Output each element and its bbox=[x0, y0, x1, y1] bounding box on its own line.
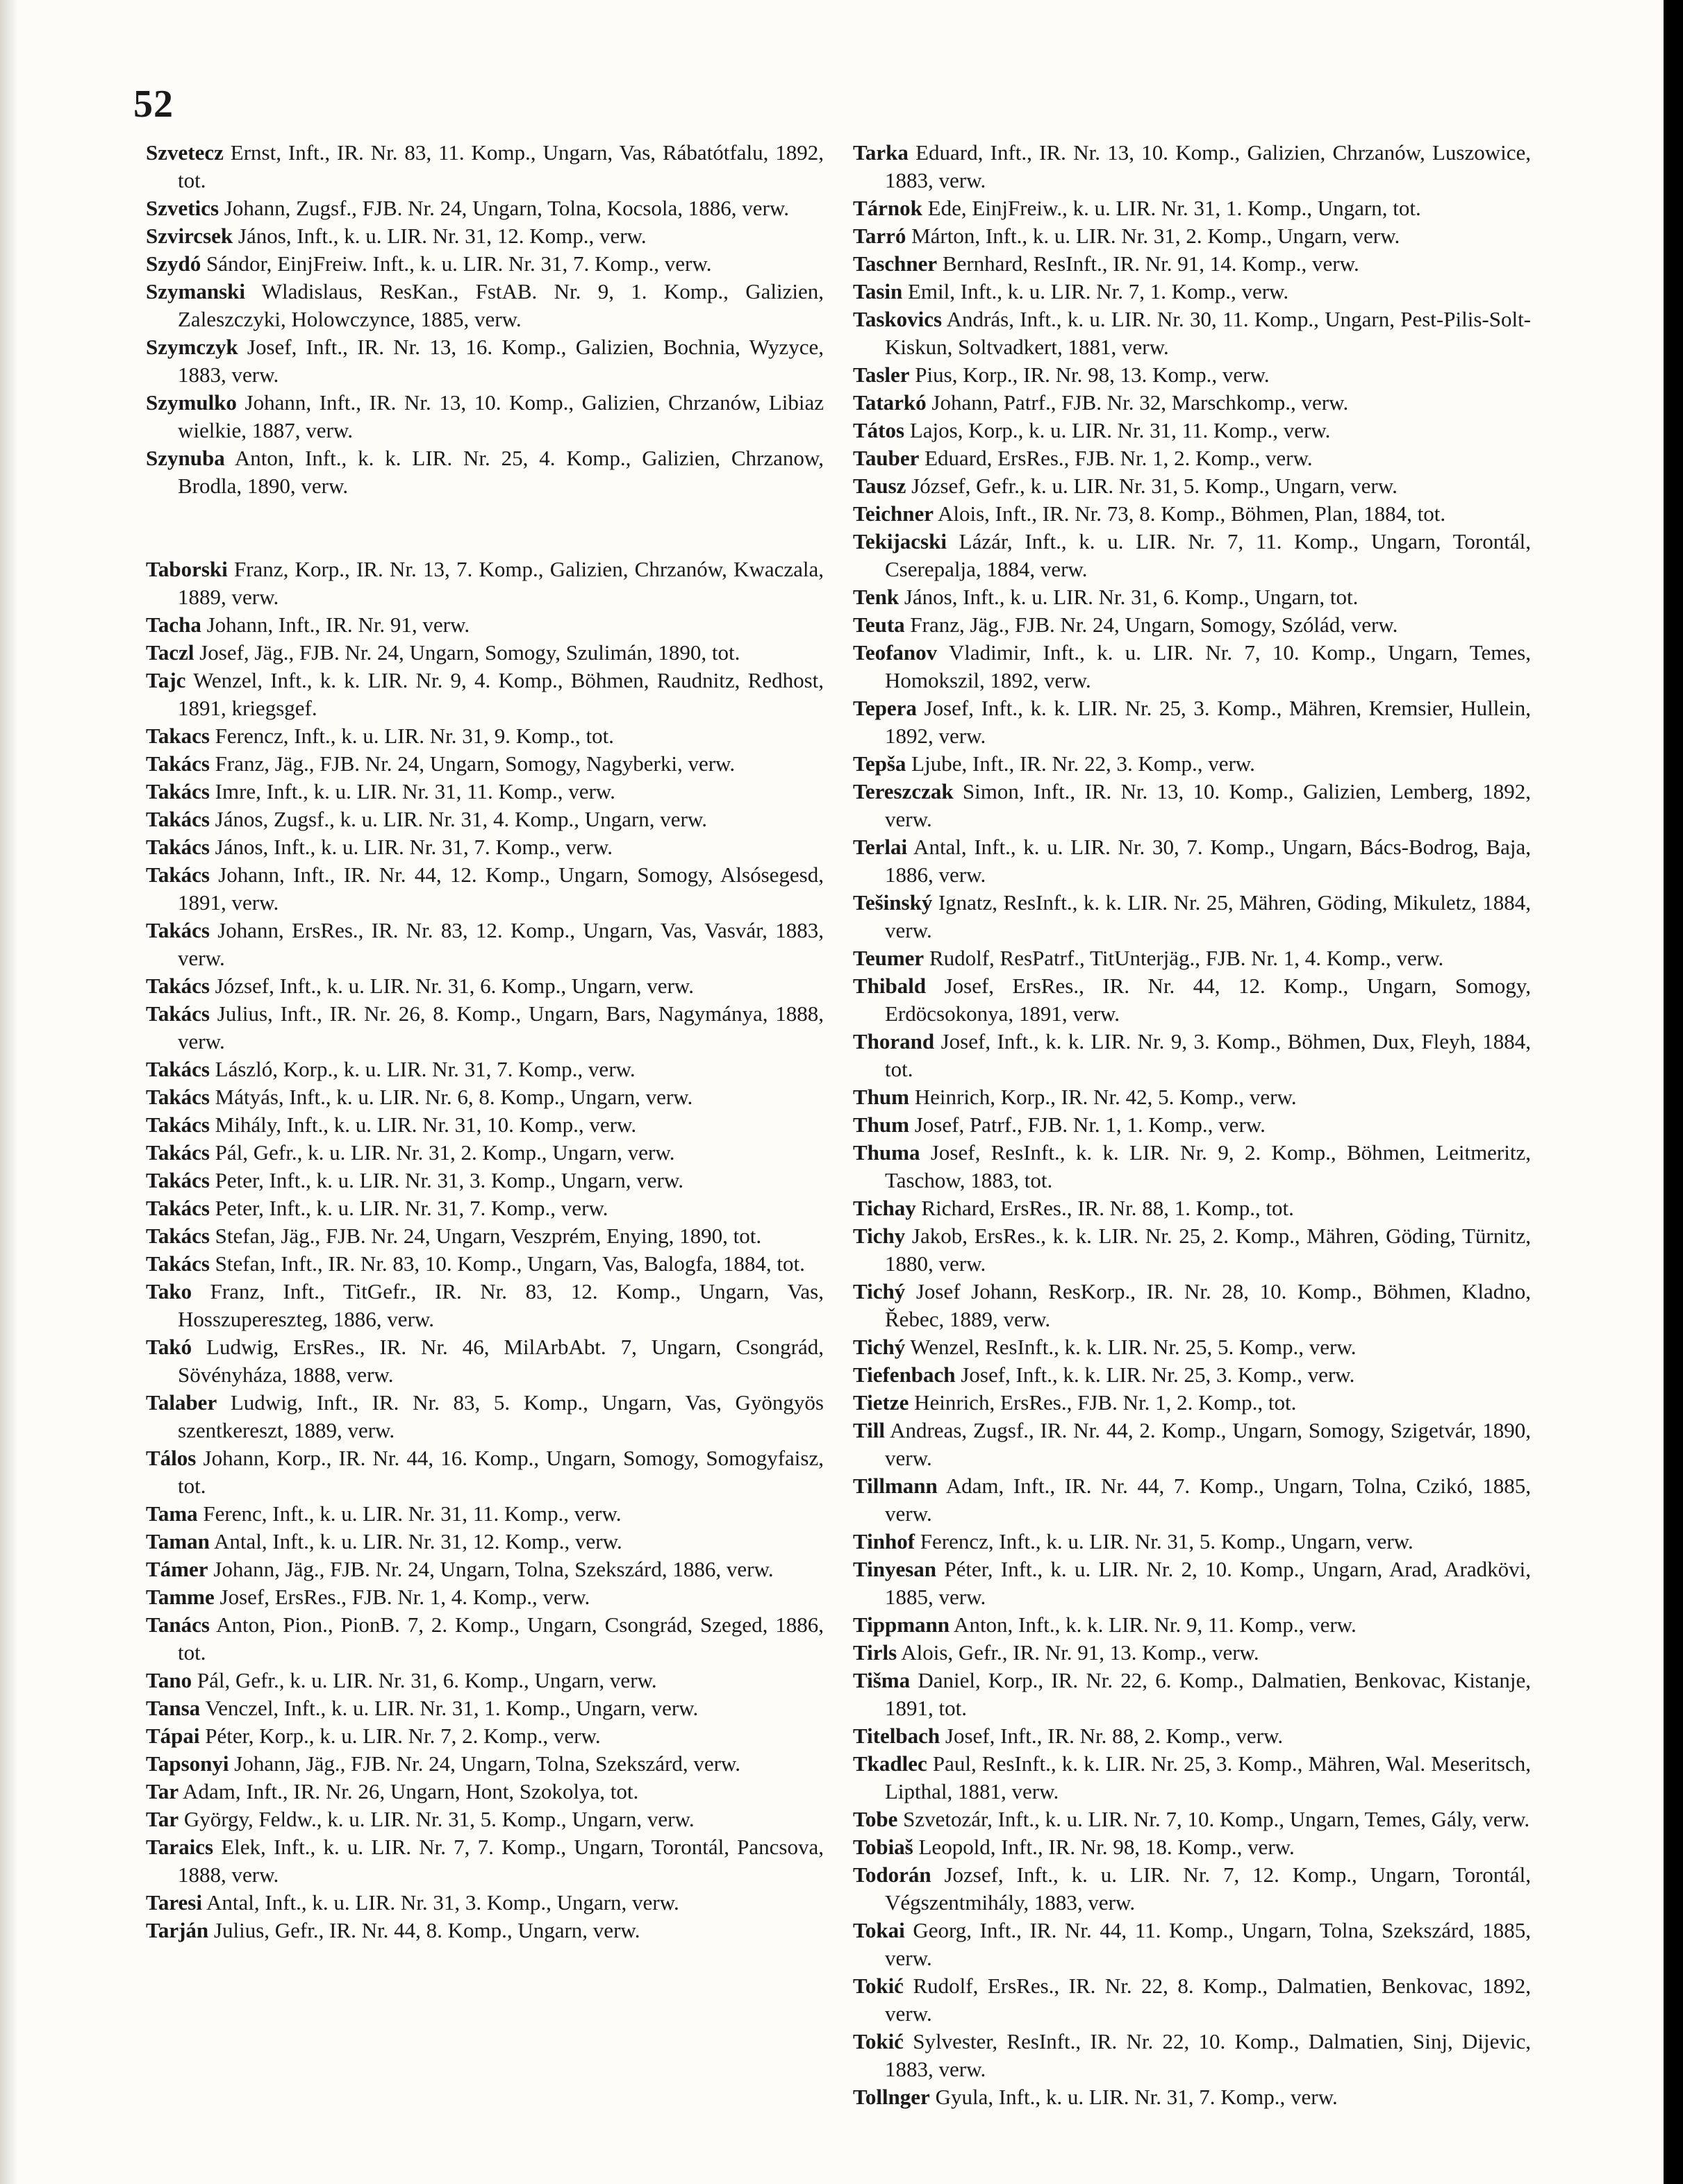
register-entry bbox=[853, 1389, 1531, 1417]
entry-surname: Takács bbox=[146, 751, 210, 776]
register-entry bbox=[853, 1194, 1531, 1222]
entry-surname: Terlai bbox=[853, 835, 908, 859]
entry-details: György, Feldw., k. u. LIR. Nr. 31, 5. Komp., Ungarn, verw. bbox=[179, 1807, 695, 1831]
register-entry bbox=[146, 833, 824, 861]
entry-surname: Tako bbox=[146, 1279, 192, 1303]
entry-details: Josef Johann, ResKorp., IR. Nr. 28, 10. Komp., Böhmen, Kladno, Řebec, 1889, verw. bbox=[885, 1279, 1531, 1331]
entry-surname: Tichy bbox=[853, 1224, 906, 1248]
entry-details: József, Inft., k. u. LIR. Nr. 31, 6. Komp., Ungarn, verw. bbox=[209, 974, 694, 998]
register-entry bbox=[853, 250, 1531, 278]
entry-surname: Tichay bbox=[853, 1196, 916, 1220]
register-entry bbox=[853, 583, 1531, 611]
entry-surname: Tano bbox=[146, 1668, 192, 1692]
entry-surname: Tasler bbox=[853, 362, 910, 387]
register-entry bbox=[146, 1722, 824, 1750]
entry-details: Georg, Inft., IR. Nr. 44, 11. Komp., Ungarn, Tolna, Szekszárd, 1885, verw. bbox=[885, 1918, 1531, 1970]
entry-surname: Takács bbox=[146, 779, 210, 803]
register-entry bbox=[146, 389, 824, 444]
entry-surname: Taresi bbox=[146, 1890, 202, 1915]
register-entry bbox=[853, 1861, 1531, 1917]
entry-details: Johann, Patrf., FJB. Nr. 32, Marschkomp., verw. bbox=[926, 390, 1349, 415]
entry-surname: Tápai bbox=[146, 1724, 200, 1748]
page-number: 52 bbox=[133, 83, 174, 126]
register-entry bbox=[853, 2028, 1531, 2083]
register-entry bbox=[146, 1167, 824, 1194]
entry-details: Ljube, Inft., IR. Nr. 22, 3. Komp., verw. bbox=[906, 751, 1255, 776]
entry-surname: Tarró bbox=[853, 224, 906, 248]
register-entry bbox=[146, 639, 824, 667]
entry-details: Péter, Korp., k. u. LIR. Nr. 7, 2. Komp., verw. bbox=[199, 1724, 601, 1748]
entry-surname: Teichner bbox=[853, 501, 934, 526]
entry-details: Stefan, Inft., IR. Nr. 83, 10. Komp., Ungarn, Vas, Balogfa, 1884, tot. bbox=[209, 1251, 805, 1276]
entry-details: Josef, Inft., k. k. LIR. Nr. 25, 3. Komp., Mähren, Kremsier, Hullein, 1892, verw. bbox=[885, 696, 1531, 748]
register-entry bbox=[146, 278, 824, 333]
register-entry bbox=[853, 500, 1531, 528]
entry-surname: Tichý bbox=[853, 1279, 906, 1303]
entry-surname: Thum bbox=[853, 1112, 909, 1137]
register-entry bbox=[146, 972, 824, 1000]
entry-details: János, Inft., k. u. LIR. Nr. 31, 12. Komp., verw. bbox=[233, 224, 647, 248]
register-entry bbox=[853, 1972, 1531, 2028]
register-entry bbox=[146, 1750, 824, 1778]
entry-details: Franz, Jäg., FJB. Nr. 24, Ungarn, Somogy, Szólád, verw. bbox=[904, 612, 1398, 637]
register-entry bbox=[853, 833, 1531, 889]
entry-surname: Szymanski bbox=[146, 279, 245, 303]
register-entry bbox=[853, 1083, 1531, 1111]
register-entry bbox=[853, 1556, 1531, 1611]
entry-details: Pál, Gefr., k. u. LIR. Nr. 31, 2. Komp., Ungarn, verw. bbox=[209, 1140, 675, 1165]
entry-surname: Taborski bbox=[146, 557, 228, 581]
register-entry bbox=[146, 1556, 824, 1583]
entry-details: László, Korp., k. u. LIR. Nr. 31, 7. Komp., verw. bbox=[209, 1057, 636, 1081]
entry-surname: Tirls bbox=[853, 1640, 897, 1665]
entry-surname: Tansa bbox=[146, 1696, 201, 1720]
register-entry bbox=[853, 417, 1531, 444]
entry-surname: Tatarkó bbox=[853, 390, 927, 415]
entry-surname: Tarka bbox=[853, 140, 909, 165]
entry-group-sz bbox=[146, 139, 824, 500]
entry-surname: Tar bbox=[146, 1807, 179, 1831]
register-entry bbox=[853, 944, 1531, 972]
entry-details: Lajos, Korp., k. u. LIR. Nr. 31, 11. Komp., verw. bbox=[904, 418, 1331, 442]
entry-details: Peter, Inft., k. u. LIR. Nr. 31, 7. Komp., verw. bbox=[209, 1196, 608, 1220]
register-entry bbox=[853, 611, 1531, 639]
entry-details: Péter, Inft., k. u. LIR. Nr. 2, 10. Komp., Ungarn, Arad, Aradkövi, 1885, verw. bbox=[885, 1557, 1531, 1609]
entry-surname: Tátos bbox=[853, 418, 905, 442]
entry-surname: Tarján bbox=[146, 1918, 209, 1942]
entry-details: Johann, Inft., IR. Nr. 91, verw. bbox=[201, 612, 470, 637]
entry-surname: Takács bbox=[146, 1112, 210, 1137]
register-entry bbox=[853, 278, 1531, 306]
register-entry bbox=[146, 1778, 824, 1806]
entry-surname: Tama bbox=[146, 1501, 198, 1526]
entry-surname: Szvetics bbox=[146, 196, 219, 220]
entry-surname: Tasin bbox=[853, 279, 903, 303]
entry-surname: Takács bbox=[146, 1057, 210, 1081]
register-entry bbox=[853, 361, 1531, 389]
entry-surname: Tillmann bbox=[853, 1474, 938, 1498]
register-entry bbox=[146, 1194, 824, 1222]
entry-surname: Thibald bbox=[853, 974, 927, 998]
register-entry bbox=[146, 917, 824, 972]
entry-details: Sylvester, ResInft., IR. Nr. 22, 10. Komp., Dalmatien, Sinj, Dijevic, 1883, verw. bbox=[885, 2029, 1531, 2081]
entry-surname: Tárnok bbox=[853, 196, 922, 220]
entry-surname: Tokić bbox=[853, 1974, 904, 1998]
entry-surname: Támer bbox=[146, 1557, 208, 1581]
entry-details: Julius, Gefr., IR. Nr. 44, 8. Komp., Ungarn, verw. bbox=[208, 1918, 640, 1942]
entry-details: Franz, Jäg., FJB. Nr. 24, Ungarn, Somogy, Nagyberki, verw. bbox=[209, 751, 736, 776]
entry-surname: Tokai bbox=[853, 1918, 905, 1942]
register-entry bbox=[853, 528, 1531, 583]
entry-details: Lázár, Inft., k. u. LIR. Nr. 7, 11. Komp., Ungarn, Torontál, Cserepalja, 1884, verw. bbox=[885, 529, 1531, 581]
entry-details: Ignatz, ResInft., k. k. LIR. Nr. 25, Mähren, Göding, Mikuletz, 1884, verw. bbox=[885, 890, 1531, 942]
register-entry bbox=[146, 1333, 824, 1389]
register-entry bbox=[853, 972, 1531, 1028]
entry-details: Anton, Pion., PionB. 7, 2. Komp., Ungarn, Csongrád, Szeged, 1886, tot. bbox=[178, 1612, 824, 1665]
entry-surname: Titelbach bbox=[853, 1724, 940, 1748]
register-entry bbox=[853, 750, 1531, 778]
entry-surname: Takács bbox=[146, 862, 210, 887]
entry-details: Johann, Korp., IR. Nr. 44, 16. Komp., Ungarn, Somogy, Somogyfaisz, tot. bbox=[178, 1446, 824, 1498]
entry-details: Bernhard, ResInft., IR. Nr. 91, 14. Komp., verw. bbox=[937, 251, 1359, 276]
entry-surname: Tekijacski bbox=[853, 529, 947, 553]
entry-surname: Till bbox=[853, 1418, 885, 1442]
entry-surname: Thum bbox=[853, 1085, 909, 1109]
entry-details: Josef, Inft., IR. Nr. 13, 16. Komp., Galizien, Bochnia, Wyzyce, 1883, verw. bbox=[178, 335, 824, 387]
register-entry bbox=[853, 194, 1531, 222]
register-entry bbox=[853, 1417, 1531, 1472]
entry-details: Rudolf, ErsRes., IR. Nr. 22, 8. Komp., Dalmatien, Benkovac, 1892, verw. bbox=[885, 1974, 1531, 2026]
register-entry bbox=[146, 1833, 824, 1889]
register-entry bbox=[853, 639, 1531, 694]
register-entry bbox=[853, 1917, 1531, 1972]
entry-surname: Takács bbox=[146, 1140, 210, 1165]
scan-shadow-left bbox=[0, 0, 18, 2184]
entry-details: Anton, Inft., k. k. LIR. Nr. 25, 4. Komp., Galizien, Chrzanow, Brodla, 1890, verw. bbox=[178, 446, 824, 498]
register-entry bbox=[853, 1528, 1531, 1556]
entry-details: Heinrich, ErsRes., FJB. Nr. 1, 2. Komp., tot. bbox=[909, 1390, 1297, 1415]
register-entry bbox=[146, 1222, 824, 1250]
entry-details: Heinrich, Korp., IR. Nr. 42, 5. Komp., verw. bbox=[909, 1085, 1297, 1109]
register-entry bbox=[853, 1806, 1531, 1833]
entry-details: Johann, Jäg., FJB. Nr. 24, Ungarn, Tolna, Szekszárd, verw. bbox=[229, 1751, 741, 1776]
entry-surname: Thorand bbox=[853, 1029, 935, 1053]
entry-details: Franz, Korp., IR. Nr. 13, 7. Komp., Galizien, Chrzanów, Kwaczala, 1889, verw. bbox=[178, 557, 824, 609]
register-entry bbox=[146, 1889, 824, 1917]
register-entry bbox=[146, 667, 824, 722]
entry-details: Josef, ErsRes., IR. Nr. 44, 12. Komp., Ungarn, Somogy, Erdöcsokonya, 1891, verw. bbox=[885, 974, 1531, 1026]
register-entry bbox=[853, 1472, 1531, 1528]
entry-surname: Takács bbox=[146, 1085, 210, 1109]
register-entry bbox=[853, 1722, 1531, 1750]
entry-details: Ernst, Inft., IR. Nr. 83, 11. Komp., Ungarn, Vas, Rábatótfalu, 1892, tot. bbox=[178, 140, 824, 192]
register-entry bbox=[853, 222, 1531, 250]
register-entry bbox=[146, 1083, 824, 1111]
register-entry bbox=[146, 556, 824, 611]
entry-details: Ferencz, Inft., k. u. LIR. Nr. 31, 5. Komp., Ungarn, verw. bbox=[915, 1529, 1413, 1553]
entry-details: Ferencz, Inft., k. u. LIR. Nr. 31, 9. Komp., tot. bbox=[209, 724, 614, 748]
entry-details: Márton, Inft., k. u. LIR. Nr. 31, 2. Komp., Ungarn, verw. bbox=[906, 224, 1400, 248]
entry-surname: Taczl bbox=[146, 640, 194, 665]
entry-details: Alois, Inft., IR. Nr. 73, 8. Komp., Böhmen, Plan, 1884, tot. bbox=[933, 501, 1446, 526]
entry-details: Wenzel, Inft., k. k. LIR. Nr. 9, 4. Komp., Böhmen, Raudnitz, Redhost, 1891, kriegsgef. bbox=[178, 668, 824, 720]
entry-details: Stefan, Jäg., FJB. Nr. 24, Ungarn, Veszprém, Enying, 1890, tot. bbox=[209, 1224, 762, 1248]
entry-details: Venczel, Inft., k. u. LIR. Nr. 31, 1. Komp., Ungarn, verw. bbox=[200, 1696, 699, 1720]
entry-details: Daniel, Korp., IR. Nr. 22, 6. Komp., Dalmatien, Benkovac, Kistanje, 1891, tot. bbox=[885, 1668, 1531, 1720]
entry-surname: Tiefenbach bbox=[853, 1362, 956, 1387]
register-entry bbox=[853, 1639, 1531, 1667]
entry-group-t bbox=[146, 556, 824, 1944]
entry-surname: Thuma bbox=[853, 1140, 920, 1165]
register-entry bbox=[146, 194, 824, 222]
entry-surname: Taskovics bbox=[853, 307, 943, 331]
entry-details: Johann, Inft., IR. Nr. 44, 12. Komp., Ungarn, Somogy, Alsósegesd, 1891, verw. bbox=[178, 862, 824, 915]
register-entry bbox=[853, 306, 1531, 361]
register-entry bbox=[146, 1250, 824, 1278]
register-entry bbox=[146, 444, 824, 500]
entry-details: Josef, Inft., k. k. LIR. Nr. 25, 3. Komp., verw. bbox=[955, 1362, 1355, 1387]
entry-details: Ludwig, Inft., IR. Nr. 83, 5. Komp., Ungarn, Vas, Gyöngyös szentkereszt, 1889, verw. bbox=[178, 1390, 824, 1442]
register-entry bbox=[853, 1139, 1531, 1194]
entry-details: Anton, Inft., k. k. LIR. Nr. 9, 11. Komp., verw. bbox=[950, 1612, 1357, 1637]
register-entry bbox=[146, 861, 824, 917]
entry-details: Emil, Inft., k. u. LIR. Nr. 7, 1. Komp., verw. bbox=[902, 279, 1289, 303]
entry-surname: Tenk bbox=[853, 585, 899, 609]
entry-details: Johann, Jäg., FJB. Nr. 24, Ungarn, Tolna, Szekszárd, 1886, verw. bbox=[208, 1557, 774, 1581]
register-entry bbox=[146, 1611, 824, 1667]
entry-details: Andreas, Zugsf., IR. Nr. 44, 2. Komp., Ungarn, Somogy, Szigetvár, 1890, verw. bbox=[884, 1418, 1531, 1470]
entry-surname: Tepera bbox=[853, 696, 917, 720]
entry-details: Johann, Zugsf., FJB. Nr. 24, Ungarn, Tolna, Kocsola, 1886, verw. bbox=[219, 196, 790, 220]
entry-surname: Todorán bbox=[853, 1862, 931, 1887]
entry-details: Pius, Korp., IR. Nr. 98, 13. Komp., verw. bbox=[909, 362, 1270, 387]
entry-details: Mátyás, Inft., k. u. LIR. Nr. 6, 8. Komp., Ungarn, verw. bbox=[209, 1085, 693, 1109]
entry-details: Szvetozár, Inft., k. u. LIR. Nr. 7, 10. Komp., Ungarn, Temes, Gály, verw. bbox=[897, 1807, 1530, 1831]
entry-details: Simon, Inft., IR. Nr. 13, 10. Komp., Galizien, Lemberg, 1892, verw. bbox=[885, 779, 1531, 831]
entry-surname: Tepša bbox=[853, 751, 906, 776]
entry-details: Adam, Inft., IR. Nr. 44, 7. Komp., Ungarn, Tolna, Czikó, 1885, verw. bbox=[885, 1474, 1531, 1526]
entry-details: Wladislaus, ResKan., FstAB. Nr. 9, 1. Komp., Galizien, Zaleszczyki, Holowczynce, 1885, verw. bbox=[178, 279, 824, 331]
register-entry bbox=[853, 889, 1531, 944]
entry-surname: Takács bbox=[146, 807, 210, 831]
entry-surname: Taman bbox=[146, 1529, 210, 1553]
entry-surname: Taraics bbox=[146, 1835, 214, 1859]
entry-surname: Tokić bbox=[853, 2029, 904, 2053]
entry-surname: Tar bbox=[146, 1779, 179, 1803]
entry-surname: Tkadlec bbox=[853, 1751, 927, 1776]
entry-details: Antal, Inft., k. u. LIR. Nr. 31, 12. Komp., verw. bbox=[209, 1529, 622, 1553]
entry-details: János, Zugsf., k. u. LIR. Nr. 31, 4. Komp., Ungarn, verw. bbox=[209, 807, 707, 831]
entry-details: Julius, Inft., IR. Nr. 26, 8. Komp., Ungarn, Bars, Nagymánya, 1888, verw. bbox=[178, 1001, 824, 1053]
entry-details: Adam, Inft., IR. Nr. 26, Ungarn, Hont, Szokolya, tot. bbox=[179, 1779, 639, 1803]
entry-surname: Tanács bbox=[146, 1612, 210, 1637]
entry-details: Josef, Inft., k. k. LIR. Nr. 9, 3. Komp., Böhmen, Dux, Fleyh, 1884, tot. bbox=[885, 1029, 1531, 1081]
entry-surname: Takács bbox=[146, 1251, 210, 1276]
register-entry bbox=[853, 472, 1531, 500]
entry-details: Jozsef, Inft., k. u. LIR. Nr. 7, 12. Komp., Ungarn, Torontál, Végszentmihály, 1883, verw. bbox=[885, 1862, 1531, 1915]
register-entry bbox=[146, 1139, 824, 1167]
entry-details: Josef, ErsRes., FJB. Nr. 1, 4. Komp., verw. bbox=[214, 1585, 590, 1609]
entry-surname: Tamme bbox=[146, 1585, 215, 1609]
register-entry bbox=[146, 722, 824, 750]
entry-surname: Tereszczak bbox=[853, 779, 954, 803]
entry-details: Peter, Inft., k. u. LIR. Nr. 31, 3. Komp., Ungarn, verw. bbox=[209, 1168, 683, 1192]
register-entry bbox=[146, 1583, 824, 1611]
register-entry bbox=[853, 1750, 1531, 1806]
register-entry bbox=[146, 1444, 824, 1500]
entry-surname: Szymczyk bbox=[146, 335, 238, 359]
register-entry bbox=[853, 1361, 1531, 1389]
entry-details: Franz, Inft., TitGefr., IR. Nr. 83, 12. Komp., Ungarn, Vas, Hosszupereszteg, 1886, verw. bbox=[178, 1279, 824, 1331]
register-entry bbox=[853, 1333, 1531, 1361]
left-column bbox=[146, 139, 824, 1944]
entry-details: Josef, Inft., IR. Nr. 88, 2. Komp., verw. bbox=[940, 1724, 1284, 1748]
entry-details: Pál, Gefr., k. u. LIR. Nr. 31, 6. Komp., Ungarn, verw. bbox=[192, 1668, 657, 1692]
entry-details: Rudolf, ResPatrf., TitUnterjäg., FJB. Nr. 1, 4. Komp., verw. bbox=[924, 946, 1444, 970]
register-entry bbox=[146, 139, 824, 194]
entry-surname: Takács bbox=[146, 918, 210, 942]
entry-surname: Tišma bbox=[853, 1668, 911, 1692]
entry-details: Ludwig, ErsRes., IR. Nr. 46, MilArbAbt. 7, Ungarn, Csongrád, Sövényháza, 1888, verw. bbox=[178, 1335, 824, 1387]
register-entry bbox=[146, 222, 824, 250]
register-entry bbox=[853, 694, 1531, 750]
entry-surname: Takács bbox=[146, 1001, 210, 1026]
register-entry bbox=[146, 778, 824, 806]
entry-details: Alois, Gefr., IR. Nr. 91, 13. Komp., verw. bbox=[897, 1640, 1259, 1665]
entry-surname: Teuta bbox=[853, 612, 905, 637]
entry-details: Vladimir, Inft., k. u. LIR. Nr. 7, 10. Komp., Ungarn, Temes, Homokszil, 1892, verw. bbox=[885, 640, 1531, 692]
register-entry bbox=[853, 389, 1531, 417]
entry-surname: Tapsonyi bbox=[146, 1751, 229, 1776]
entry-details: Ferenc, Inft., k. u. LIR. Nr. 31, 11. Komp., verw. bbox=[197, 1501, 622, 1526]
entry-surname: Tešinský bbox=[853, 890, 933, 915]
entry-surname: Takács bbox=[146, 1196, 210, 1220]
entry-details: József, Gefr., k. u. LIR. Nr. 31, 5. Komp., Ungarn, verw. bbox=[906, 474, 1398, 498]
entry-details: Josef, Jäg., FJB. Nr. 24, Ungarn, Somogy, Szulimán, 1890, tot. bbox=[194, 640, 740, 665]
register-entry bbox=[146, 1000, 824, 1056]
register-entry bbox=[853, 139, 1531, 194]
entry-details: Johann, ErsRes., IR. Nr. 83, 12. Komp., Ungarn, Vas, Vasvár, 1883, verw. bbox=[178, 918, 824, 970]
entry-surname: Szymulko bbox=[146, 390, 237, 415]
register-entry bbox=[853, 1278, 1531, 1333]
register-entry bbox=[146, 806, 824, 833]
entry-details: Paul, ResInft., k. k. LIR. Nr. 25, 3. Komp., Mähren, Wal. Meseritsch, Lipthal, 1881, verw. bbox=[885, 1751, 1531, 1803]
entry-details: Leopold, Inft., IR. Nr. 98, 18. Komp., verw. bbox=[913, 1835, 1295, 1859]
entry-surname: Takács bbox=[146, 974, 210, 998]
entry-surname: Tietze bbox=[853, 1390, 909, 1415]
register-entry bbox=[853, 2083, 1531, 2111]
right-column bbox=[853, 139, 1531, 2111]
entry-surname: Tinyesan bbox=[853, 1557, 937, 1581]
entry-surname: Tobiaš bbox=[853, 1835, 913, 1859]
entry-surname: Szvircsek bbox=[146, 224, 233, 248]
entry-surname: Takó bbox=[146, 1335, 192, 1359]
entry-surname: Teofanov bbox=[853, 640, 938, 665]
register-entry bbox=[146, 1111, 824, 1139]
entry-surname: Tinhof bbox=[853, 1529, 915, 1553]
entry-details: János, Inft., k. u. LIR. Nr. 31, 6. Komp., Ungarn, tot. bbox=[899, 585, 1359, 609]
register-entry bbox=[853, 1833, 1531, 1861]
entry-surname: Tobe bbox=[853, 1807, 898, 1831]
entry-group-right bbox=[853, 139, 1531, 2111]
entry-details: Antal, Inft., k. u. LIR. Nr. 30, 7. Komp., Ungarn, Bács-Bodrog, Baja, 1886, verw. bbox=[885, 835, 1531, 887]
register-entry bbox=[146, 1389, 824, 1444]
scan-border-right bbox=[1664, 0, 1683, 2184]
register-entry bbox=[146, 1917, 824, 1944]
entry-details: Eduard, Inft., IR. Nr. 13, 10. Komp., Galizien, Chrzanów, Luszowice, 1883, verw. bbox=[885, 140, 1531, 192]
register-entry bbox=[853, 444, 1531, 472]
entry-surname: Tauber bbox=[853, 446, 920, 470]
entry-details: Antal, Inft., k. u. LIR. Nr. 31, 3. Komp., Ungarn, verw. bbox=[201, 1890, 679, 1915]
entry-details: Imre, Inft., k. u. LIR. Nr. 31, 11. Komp., verw. bbox=[209, 779, 615, 803]
entry-details: Gyula, Inft., k. u. LIR. Nr. 31, 7. Komp., verw. bbox=[929, 2085, 1338, 2109]
entry-details: Johann, Inft., IR. Nr. 13, 10. Komp., Galizien, Chrzanów, Libiaz wielkie, 1887, verw. bbox=[178, 390, 824, 442]
register-entry bbox=[853, 1222, 1531, 1278]
entry-details: Josef, Patrf., FJB. Nr. 1, 1. Komp., verw. bbox=[909, 1112, 1266, 1137]
entry-details: Josef, ResInft., k. k. LIR. Nr. 9, 2. Komp., Böhmen, Leitmeritz, Taschow, 1883, tot. bbox=[885, 1140, 1531, 1192]
register-entry bbox=[146, 750, 824, 778]
register-entry bbox=[146, 1056, 824, 1083]
register-entry bbox=[146, 333, 824, 389]
entry-surname: Takacs bbox=[146, 724, 210, 748]
entry-surname: Taschner bbox=[853, 251, 938, 276]
entry-details: Mihály, Inft., k. u. LIR. Nr. 31, 10. Komp., verw. bbox=[209, 1112, 637, 1137]
entry-surname: Takács bbox=[146, 1224, 210, 1248]
register-entry bbox=[853, 1028, 1531, 1083]
register-entry bbox=[853, 1111, 1531, 1139]
entry-surname: Szvetecz bbox=[146, 140, 224, 165]
entry-details: János, Inft., k. u. LIR. Nr. 31, 7. Komp., verw. bbox=[209, 835, 613, 859]
entry-details: Ede, EinjFreiw., k. u. LIR. Nr. 31, 1. Komp., Ungarn, tot. bbox=[922, 196, 1421, 220]
register-entry bbox=[146, 1528, 824, 1556]
entry-surname: Teumer bbox=[853, 946, 925, 970]
entry-surname: Tollnger bbox=[853, 2085, 930, 2109]
register-entry bbox=[853, 1667, 1531, 1722]
register-entry bbox=[146, 1694, 824, 1722]
entry-surname: Takács bbox=[146, 835, 210, 859]
entry-details: Eduard, ErsRes., FJB. Nr. 1, 2. Komp., verw. bbox=[919, 446, 1313, 470]
entry-details: András, Inft., k. u. LIR. Nr. 30, 11. Komp., Ungarn, Pest-Pilis-Solt-Kiskun, Soltvadkert, 1881, verw. bbox=[885, 307, 1531, 359]
entry-details: Elek, Inft., k. u. LIR. Nr. 7, 7. Komp., Ungarn, Torontál, Pancsova, 1888, verw. bbox=[178, 1835, 824, 1887]
register-entry bbox=[146, 1806, 824, 1833]
entry-surname: Takács bbox=[146, 1168, 210, 1192]
entry-details: Richard, ErsRes., IR. Nr. 88, 1. Komp., tot. bbox=[915, 1196, 1294, 1220]
entry-surname: Tacha bbox=[146, 612, 201, 637]
entry-details: Jakob, ErsRes., k. k. LIR. Nr. 25, 2. Komp., Mähren, Göding, Türnitz, 1880, verw. bbox=[885, 1224, 1531, 1276]
register-entry bbox=[853, 778, 1531, 833]
entry-surname: Tichý bbox=[853, 1335, 906, 1359]
entry-surname: Tálos bbox=[146, 1446, 197, 1470]
register-entry bbox=[146, 250, 824, 278]
register-entry bbox=[146, 1278, 824, 1333]
entry-surname: Talaber bbox=[146, 1390, 217, 1415]
entry-surname: Szynuba bbox=[146, 446, 225, 470]
entry-details: Sándor, EinjFreiw. Inft., k. u. LIR. Nr. 31, 7. Komp., verw. bbox=[201, 251, 712, 276]
entry-details: Wenzel, ResInft., k. k. LIR. Nr. 25, 5. Komp., verw. bbox=[905, 1335, 1357, 1359]
register-entry bbox=[146, 611, 824, 639]
entry-surname: Szydó bbox=[146, 251, 201, 276]
entry-surname: Tausz bbox=[853, 474, 906, 498]
register-entry bbox=[853, 1611, 1531, 1639]
section-gap bbox=[146, 500, 824, 556]
entry-surname: Tippmann bbox=[853, 1612, 950, 1637]
register-entry bbox=[146, 1667, 824, 1694]
entry-surname: Tajc bbox=[146, 668, 186, 692]
register-entry bbox=[146, 1500, 824, 1528]
